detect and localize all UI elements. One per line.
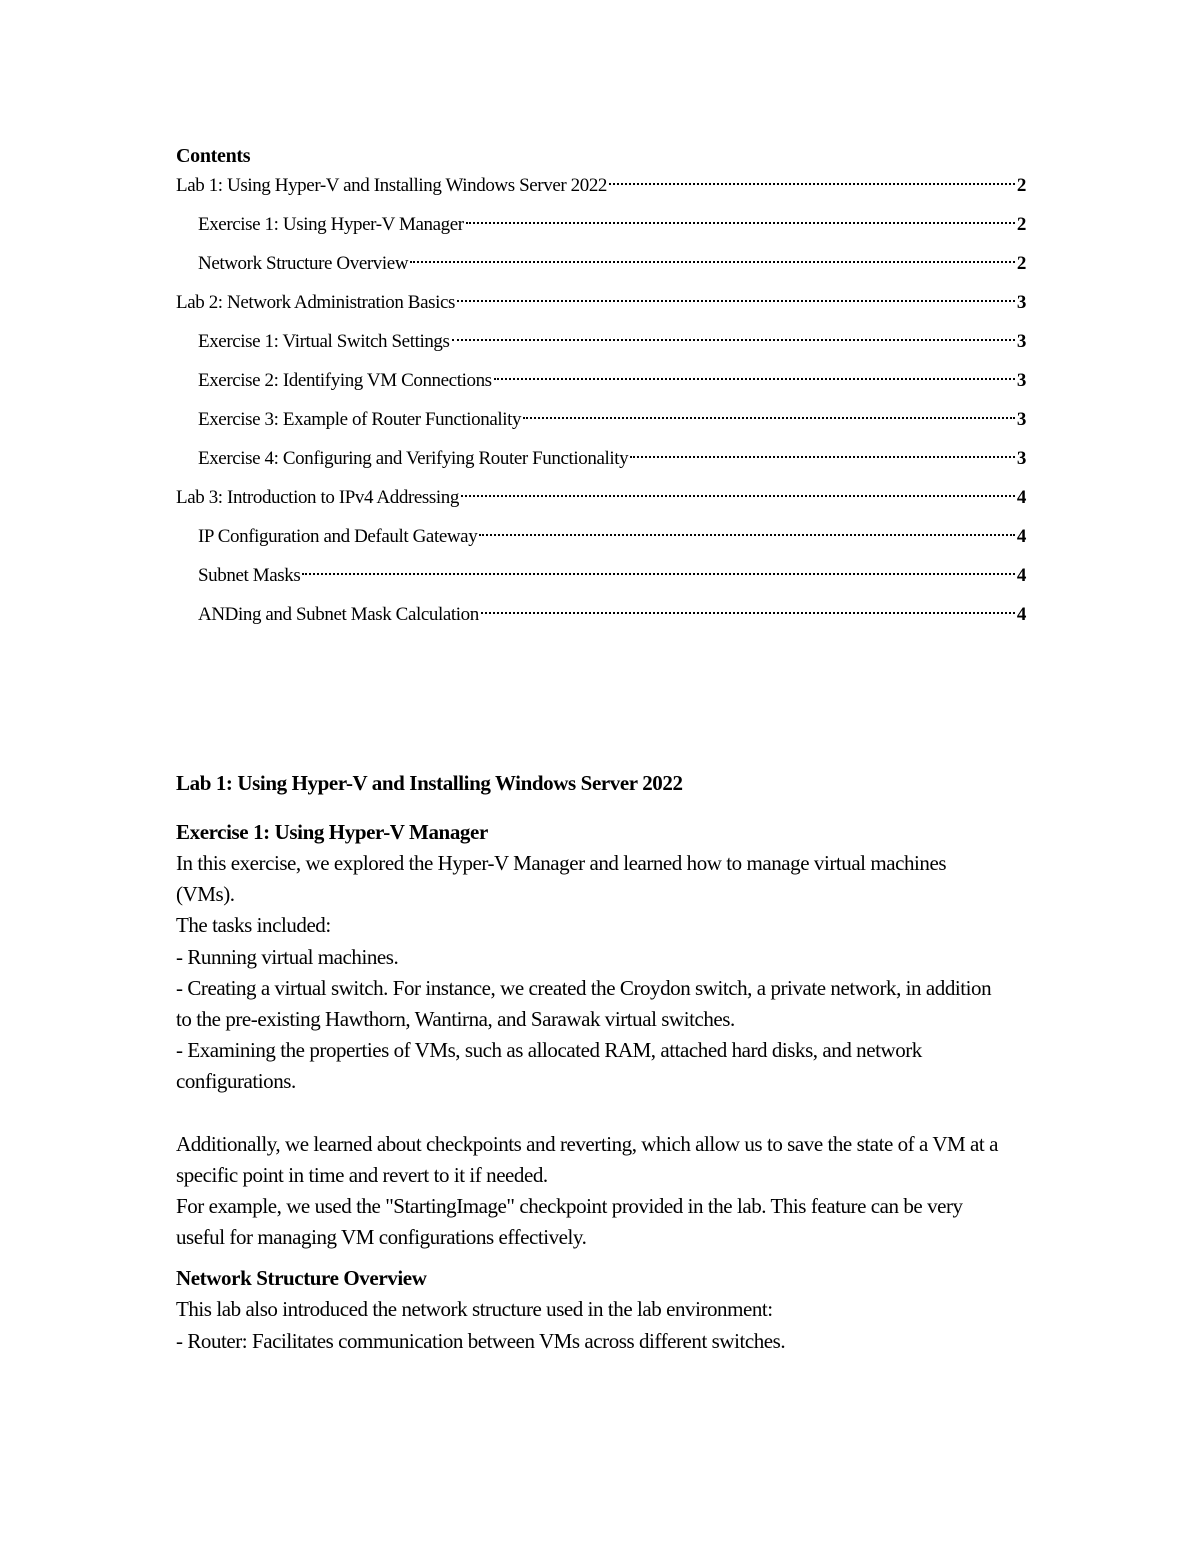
toc-page-number: 3 <box>1016 370 1026 391</box>
toc-entry[interactable] <box>176 366 1026 405</box>
network-structure-heading: Network Structure Overview <box>176 1266 427 1291</box>
toc-entry[interactable] <box>176 249 1026 288</box>
toc-page-number: 4 <box>1016 487 1026 508</box>
table-of-contents <box>176 141 1026 639</box>
exercise1-intro: In this exercise, we explored the Hyper-V Manager and learned how to manage virtual machines (VMs). <box>176 851 947 907</box>
toc-dot-leader <box>479 534 1015 536</box>
toc-title: Contents <box>176 145 251 167</box>
example-paragraph: For example, we used the "StartingImage" checkpoint provided in the lab. This feature can be very useful for managing VM configurations effectively. <box>176 1194 963 1250</box>
toc-entry[interactable] <box>176 288 1026 327</box>
toc-entry[interactable] <box>176 522 1026 561</box>
toc-dot-leader <box>452 339 1015 341</box>
toc-list <box>176 171 1026 639</box>
toc-entry[interactable] <box>176 483 1026 522</box>
exercise1-heading: Exercise 1: Using Hyper-V Manager <box>176 820 488 844</box>
toc-entry-label: Exercise 1: Using Hyper-V Manager <box>198 214 464 235</box>
toc-dot-leader <box>461 495 1015 497</box>
toc-page-number: 3 <box>1016 448 1026 469</box>
toc-page-number: 3 <box>1016 409 1026 430</box>
toc-entry-label: Subnet Masks <box>198 565 301 586</box>
toc-entry-label: Lab 3: Introduction to IPv4 Addressing <box>176 487 459 508</box>
toc-dot-leader <box>302 573 1015 575</box>
toc-page-number: 4 <box>1016 604 1026 625</box>
toc-page-number: 3 <box>1016 331 1026 352</box>
paragraph-spacer <box>176 1253 1026 1263</box>
toc-entry[interactable] <box>176 600 1026 639</box>
task-item: - Creating a virtual switch. For instance, we created the Croydon switch, a private network, in addition to the pre-existing Hawthorn, Wantirna, and Sarawak virtual switches. <box>176 975 992 1032</box>
toc-entry-label: Lab 2: Network Administration Basics <box>176 292 456 313</box>
toc-entry-label: Network Structure Overview <box>198 253 409 274</box>
toc-dot-leader <box>609 183 1015 185</box>
toc-page-number: 2 <box>1016 214 1026 235</box>
toc-page-number: 2 <box>1016 175 1026 196</box>
toc-entry-label: Lab 1: Using Hyper-V and Installing Windows Server 2022 <box>176 175 608 196</box>
toc-entry[interactable] <box>176 561 1026 600</box>
tasks-intro: The tasks included: <box>176 913 331 938</box>
toc-dot-leader <box>494 378 1015 380</box>
toc-dot-leader <box>630 456 1015 458</box>
network-intro: This lab also introduced the network structure used in the lab environment: <box>176 1297 773 1322</box>
document-body <box>176 767 1026 1357</box>
toc-entry[interactable] <box>176 405 1026 444</box>
toc-entry-label: Exercise 3: Example of Router Functionality <box>198 409 522 430</box>
toc-dot-leader <box>481 612 1015 614</box>
lab1-heading: Lab 1: Using Hyper-V and Installing Windows Server 2022 <box>176 771 683 795</box>
toc-page-number: 2 <box>1016 253 1026 274</box>
router-item: - Router: Facilitates communication between VMs across different switches. <box>176 1328 786 1353</box>
toc-dot-leader <box>466 222 1015 224</box>
toc-entry-label: IP Configuration and Default Gateway <box>198 526 478 547</box>
paragraph-spacer <box>176 1098 1026 1129</box>
toc-entry[interactable] <box>176 444 1026 483</box>
toc-entry[interactable] <box>176 327 1026 366</box>
toc-dot-leader <box>457 300 1015 302</box>
toc-page-number: 3 <box>1016 292 1026 313</box>
toc-entry[interactable] <box>176 171 1026 210</box>
toc-entry-label: ANDing and Subnet Mask Calculation <box>198 604 479 625</box>
toc-entry-label: Exercise 2: Identifying VM Connections <box>198 370 492 391</box>
toc-dot-leader <box>523 417 1015 419</box>
task-item: - Examining the properties of VMs, such as allocated RAM, attached hard disks, and network configurations. <box>176 1038 922 1094</box>
toc-entry-label: Exercise 1: Virtual Switch Settings <box>198 331 450 352</box>
toc-entry[interactable] <box>176 210 1026 249</box>
toc-dot-leader <box>410 261 1015 263</box>
checkpoints-paragraph: Additionally, we learned about checkpoints and reverting, which allow us to save the state of a VM at a specific point in time and revert to it if needed. <box>176 1131 998 1187</box>
toc-page-number: 4 <box>1016 565 1026 586</box>
toc-entry-label: Exercise 4: Configuring and Verifying Router Functionality <box>198 448 629 469</box>
toc-page-number: 4 <box>1016 526 1026 547</box>
task-item: - Running virtual machines. <box>176 944 399 969</box>
